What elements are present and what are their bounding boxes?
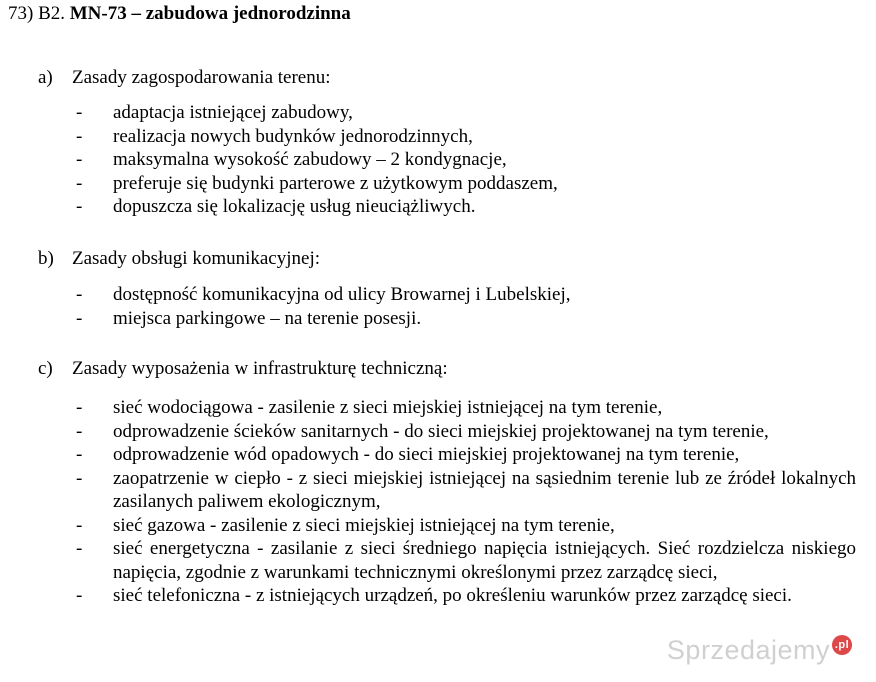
list-dash: - — [76, 514, 83, 536]
list-item — [76, 307, 856, 331]
list-item-text: maksymalna wysokość zabudowy – 2 kondygnacje, — [113, 149, 507, 170]
list-item — [76, 420, 856, 444]
list-item-text: realizacja nowych budynków jednorodzinnych, — [113, 125, 473, 147]
section-c-list — [76, 396, 856, 608]
list-item-text: sieć gazowa - zasilenie z sieci miejskiej istniejącej na tym terenie, — [113, 514, 615, 536]
list-item-text: preferuje się budynki parterowe z użytkowym poddaszem, — [113, 172, 558, 194]
list-item — [76, 537, 856, 584]
list-item-text: odprowadzenie wód opadowych - do sieci miejskiej projektowanej na tym terenie, — [113, 444, 740, 465]
list-dash: - — [76, 585, 83, 606]
list-item-text: sieć energetyczna - zasilanie z sieci średniego napięcia istniejących. Sieć rozdzielcza niskiego napięcia, zgodnie z warunkami technicznymi określonymi przez zarządcę sieci, — [113, 538, 856, 583]
list-item — [76, 101, 856, 125]
list-item — [76, 125, 856, 149]
section-b-list — [76, 283, 856, 330]
section-letter: b) — [38, 248, 54, 269]
list-item-text: odprowadzenie ścieków sanitarnych - do sieci miejskiej projektowanej na tym terenie, — [113, 420, 769, 442]
list-dash: - — [76, 420, 83, 442]
list-item — [76, 584, 856, 608]
list-dash: - — [76, 397, 83, 418]
list-item-text: miejsca parkingowe – na terenie posesji. — [113, 307, 422, 329]
list-dash: - — [76, 538, 83, 559]
section-letter: a) — [38, 67, 53, 88]
list-item — [76, 148, 856, 172]
list-item — [76, 172, 856, 196]
list-item — [76, 195, 856, 219]
list-dash: - — [76, 102, 83, 123]
list-dash: - — [76, 307, 83, 329]
list-item-text: dostępność komunikacyjna od ulicy Browarnej i Lubelskiej, — [113, 284, 571, 305]
list-dash: - — [76, 284, 83, 305]
section-title: Zasady zagospodarowania terenu: — [72, 67, 331, 88]
watermark-text: Sprzedajemy — [666, 635, 830, 665]
section-title: Zasady obsługi komunikacyjnej: — [72, 248, 321, 269]
list-item — [76, 396, 856, 420]
heading-number: 73) B2. — [8, 3, 65, 24]
list-dash: - — [76, 467, 83, 489]
list-item-text: sieć telefoniczna - z istniejących urządzeń, po określeniu warunków przez zarządcę sieci. — [113, 585, 792, 606]
section-a-heading — [38, 67, 331, 89]
list-item-text: dopuszcza się lokalizację usług nieuciążliwych. — [113, 196, 476, 217]
list-item — [76, 283, 856, 307]
heading-title: MN-73 – zabudowa jednorodzinna — [69, 3, 351, 24]
list-item — [76, 443, 856, 467]
section-b-heading — [38, 248, 320, 270]
list-dash: - — [76, 125, 83, 147]
section-a-list — [76, 101, 856, 219]
watermark — [667, 635, 852, 666]
list-item-text: zaopatrzenie w ciepło - z sieci miejskiej istniejącej na sąsiednim terenie lub ze źródeł lokalnych zasilanych paliwem ekologicznym, — [113, 467, 856, 512]
list-item-text: adaptacja istniejącej zabudowy, — [113, 102, 353, 123]
list-dash: - — [76, 172, 83, 194]
list-item — [76, 467, 856, 514]
document-heading — [8, 3, 351, 25]
list-dash: - — [76, 444, 83, 465]
list-item — [76, 514, 856, 538]
section-letter: c) — [38, 358, 53, 379]
list-dash: - — [76, 196, 83, 217]
section-c-heading — [38, 358, 448, 380]
list-dash: - — [76, 149, 83, 170]
watermark-badge: .pl — [832, 635, 852, 655]
list-item-text: sieć wodociągowa - zasilenie z sieci miejskiej istniejącej na tym terenie, — [113, 397, 663, 418]
section-title: Zasady wyposażenia w infrastrukturę techniczną: — [72, 358, 448, 379]
